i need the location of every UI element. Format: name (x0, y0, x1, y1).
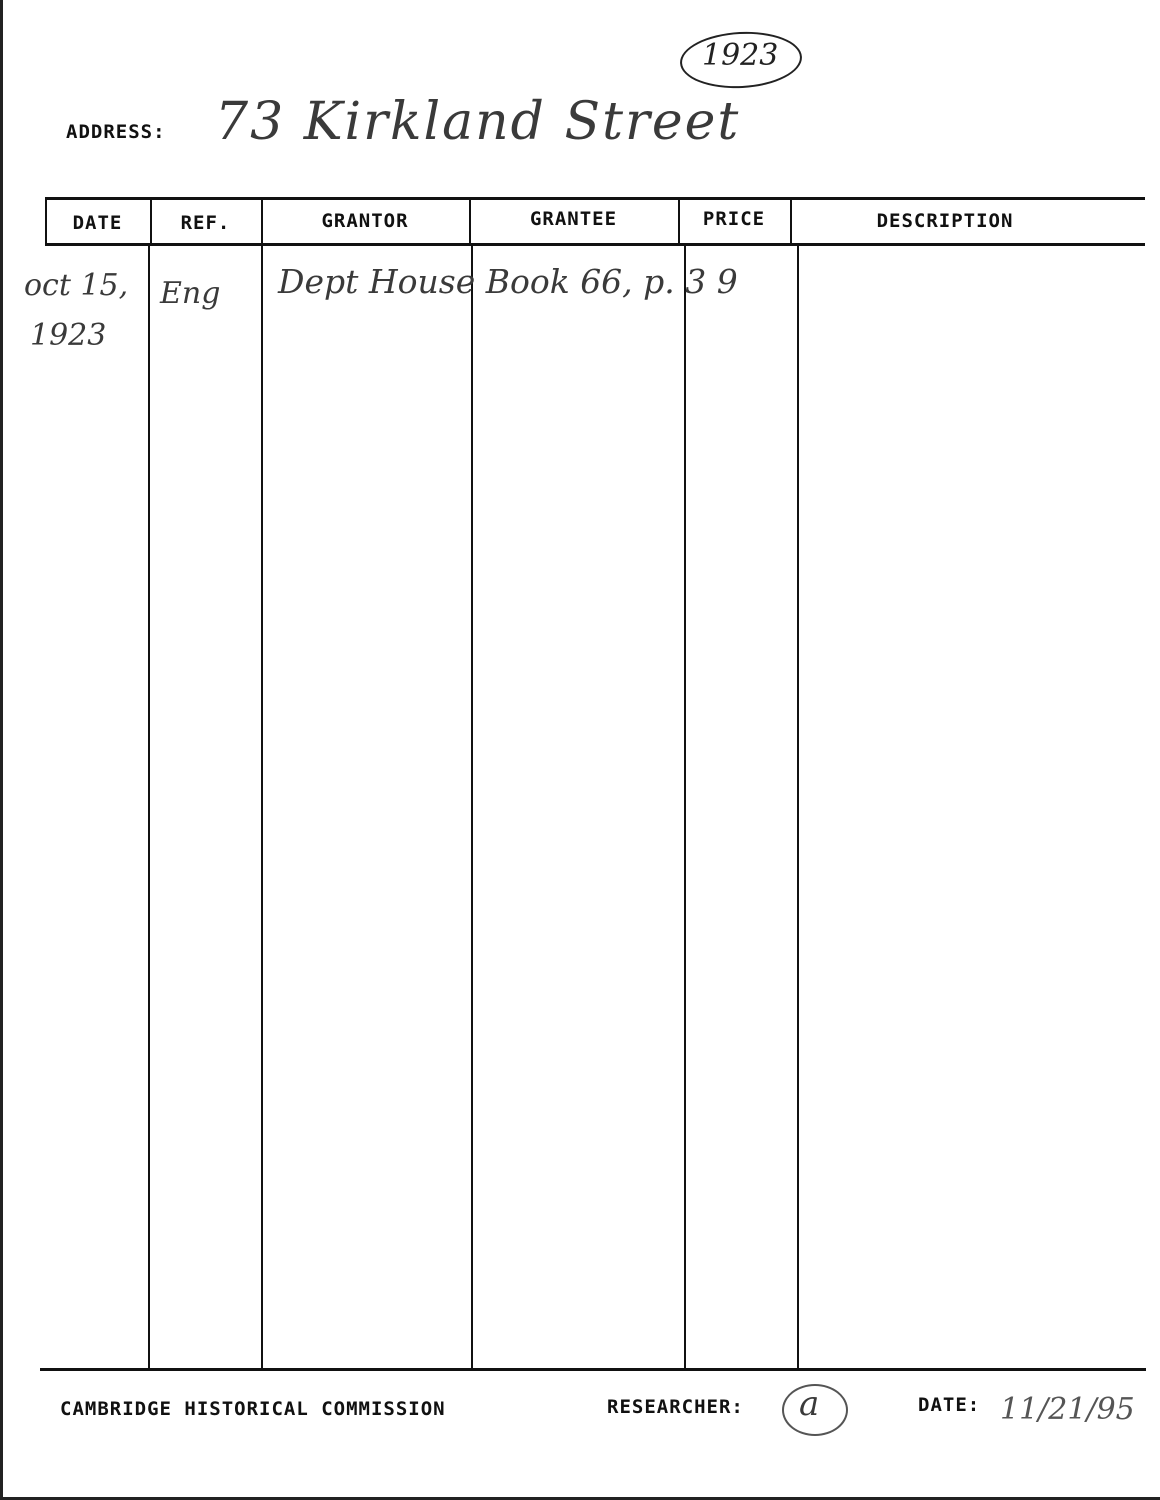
row-date-line1: oct 15, (24, 268, 129, 303)
date-value: 11/21/95 (1000, 1392, 1135, 1427)
table-top-rule (45, 197, 1145, 200)
column-line-4 (684, 245, 686, 1370)
year-note: 1923 (702, 38, 779, 73)
row-ref: Eng (160, 276, 221, 311)
table-bottom-rule (40, 1368, 1146, 1371)
col-header-ref: REF. (180, 212, 231, 234)
table-header-rule (45, 243, 1145, 246)
col-header-grantee: GRANTEE (529, 208, 618, 230)
row-grantor-entry: Dept House Book 66, p. 3 9 (278, 262, 738, 301)
col-header-date: DATE (72, 212, 123, 234)
col-header-description: DESCRIPTION (876, 210, 1014, 232)
row-date-line2: 1923 (30, 318, 107, 353)
col-header-price: PRICE (702, 208, 766, 230)
column-line-2 (261, 245, 263, 1370)
address-value: 73 Kirkland Street (215, 92, 741, 152)
col-header-grantor: GRANTOR (321, 210, 409, 232)
page-edge-left (0, 0, 3, 1500)
date-label: DATE: (918, 1394, 981, 1416)
researcher-value: a (799, 1384, 820, 1424)
column-line-1 (148, 245, 150, 1370)
column-line-5 (797, 245, 799, 1370)
column-line-3 (471, 245, 473, 1370)
footer-organization: CAMBRIDGE HISTORICAL COMMISSION (60, 1398, 446, 1420)
researcher-label: RESEARCHER: (607, 1396, 744, 1418)
address-label: ADDRESS: (66, 121, 166, 143)
